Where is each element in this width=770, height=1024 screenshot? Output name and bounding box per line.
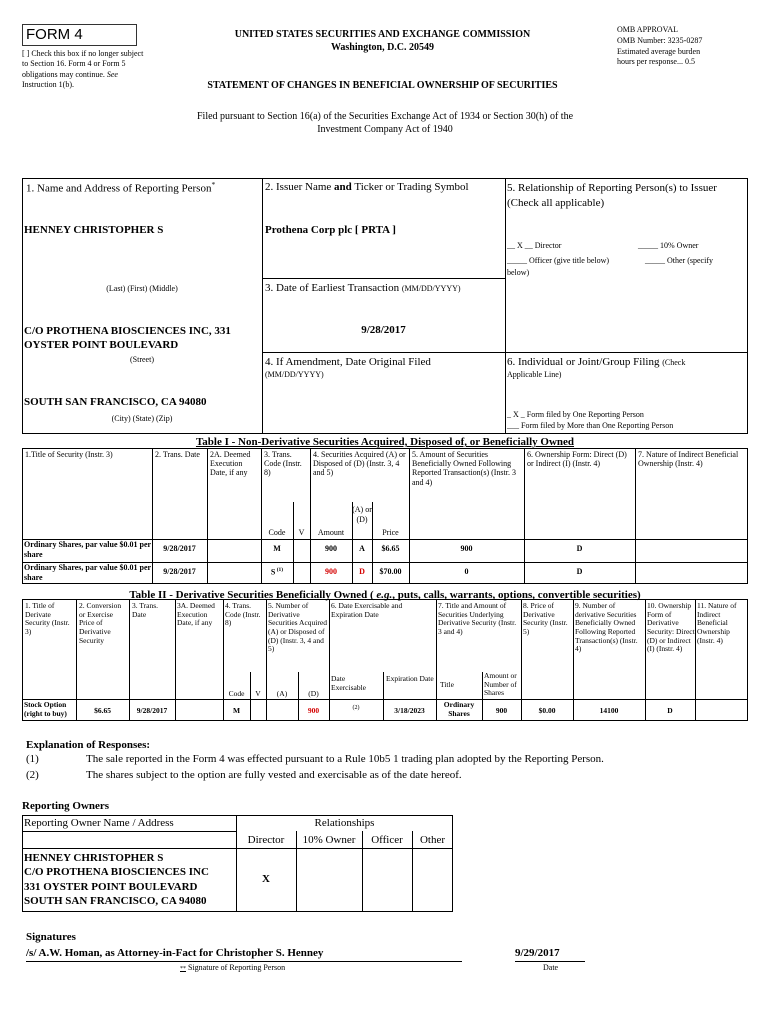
- t1-cell-owned: 0: [464, 567, 469, 576]
- t1-cell-title: Ordinary Shares, par value $0.01 per share: [24, 540, 151, 559]
- owner-address: [24, 851, 209, 908]
- owners-col-rel: Relationships: [314, 817, 375, 829]
- omb-hours: hours per response... 0.5: [617, 57, 695, 67]
- t2-row-date: 9/28/2017: [136, 706, 168, 715]
- footnote-number: (1): [26, 753, 39, 765]
- check-box-text[interactable]: [ ] Check this box if no longer subject to Section 16. Form 4 or Form 5 obligations may continue.: [22, 49, 144, 79]
- other-checkbox[interactable]: _____ Other (specify: [645, 256, 713, 265]
- t2-h2: 2. Conversion or Exercise Price of Derivative Security: [79, 601, 122, 645]
- ten-pct-owner-checkbox[interactable]: _____ 10% Owner: [638, 241, 699, 250]
- t2-sub-title: Title: [440, 680, 454, 689]
- statement-title: STATEMENT OF CHANGES IN BENEFICIAL OWNERSHIP OF SECURITIES: [207, 80, 558, 91]
- earliest-transaction-date: 9/28/2017: [361, 324, 406, 336]
- officer-checkbox[interactable]: _____ Officer (give title below): [507, 256, 610, 265]
- t2-h5: 5. Number of Derivative Securities Acquired (A) or Disposed of (D) (Instr. 3, 4 and 5): [268, 601, 327, 654]
- t1-sub-aord: (A) or (D): [352, 505, 372, 524]
- explanation-title: Explanation of Responses:: [26, 739, 151, 751]
- t2-h3a: 3A. Deemed Execution Date, if any: [177, 601, 215, 628]
- form-title: FORM 4: [22, 24, 137, 46]
- director-checkbox[interactable]: __ X __ Director: [507, 241, 562, 250]
- t1-h3: 3. Trans. Code (Instr. 8): [264, 450, 302, 478]
- footnote-text: The shares subject to the option are fully vested and exercisable as of the date hereof.: [86, 769, 462, 781]
- reporting-city: SOUTH SAN FRANCISCO, CA 94080: [24, 396, 207, 408]
- footnote-text: The sale reported in the Form 4 was effected pursuant to a Rule 10b5 1 trading plan adopted by the Reporting Person.: [86, 753, 604, 765]
- owners-col-other: Other: [419, 834, 446, 846]
- t2-sub-code: Code: [228, 689, 245, 698]
- t1-h6: 6. Ownership Form: Direct (D) or Indirect (I) (Instr. 4): [527, 450, 627, 469]
- t1-h5: 5. Amount of Securities Beneficially Owned Following Reported Transaction(s) (Instr. 3 and 4): [412, 450, 516, 487]
- t1-h2a: 2A. Deemed Execution Date, if any: [210, 450, 251, 478]
- owner-address-line: C/O PROTHENA BIOSCIENCES INC: [24, 866, 209, 879]
- t1-cell-date: 9/28/2017: [163, 567, 196, 576]
- t1-cell-code: S $^{(1)}$: [270, 567, 284, 577]
- t2-h11: 11. Nature of Indirect Beneficial Ownership (Instr. 4): [697, 601, 737, 645]
- one-person-option[interactable]: _ X _ Form filed by One Reporting Person: [507, 410, 644, 419]
- owners-title: Reporting Owners: [22, 800, 110, 812]
- t1-h2: 2. Trans. Date: [155, 450, 200, 459]
- sec-city: Washington, D.C. 20549: [330, 42, 435, 53]
- table1-title: Table I - Non-Derivative Securities Acquired, Disposed of, or Beneficially Owned: [195, 436, 575, 448]
- street-label: (Street): [130, 355, 154, 364]
- reporting-address: C/O PROTHENA BIOSCIENCES INC, 331 OYSTER POINT BOULEVARD: [24, 325, 231, 352]
- t1-cell-form: D: [576, 544, 583, 553]
- box5-label: 5. Relationship of Reporting Person(s) to Issuer (Check all applicable): [507, 182, 717, 209]
- omb-burden: Estimated average burden: [617, 46, 701, 56]
- t2-h1: 1. Title of Derivate Security (Instr. 3): [25, 601, 70, 636]
- t2-row-price: $6.65: [94, 706, 111, 715]
- t2-row-u-amount: 900: [495, 706, 508, 715]
- t2-h6: 6. Date Exercisable and Expiration Date: [331, 601, 403, 619]
- t2-row-d-price: $0.00: [538, 706, 556, 715]
- owners-col-name: Reporting Owner Name / Address: [24, 817, 174, 829]
- t1-cell-amount: 900: [325, 544, 337, 553]
- other-below-label: below): [507, 268, 530, 277]
- multi-person-option[interactable]: ___ Form filed by More than One Reporting Person: [507, 421, 674, 430]
- box3-label: 3. Date of Earliest Transaction (MM/DD/YYYY): [265, 282, 461, 294]
- box1-label: 1. Name and Address of Reporting Person*: [26, 180, 216, 195]
- t1-h1: 1.Title of Security (Instr. 3): [25, 450, 113, 459]
- box6-sublabel: Applicable Line): [507, 370, 562, 379]
- check-box-notice: [22, 49, 150, 91]
- owner-director-mark: X: [262, 873, 270, 885]
- signature-date: 9/29/2017: [515, 947, 585, 962]
- t2-row-d: 900: [307, 706, 320, 715]
- instruction-text: Instruction 1(b).: [22, 80, 74, 90]
- issuer-name: Prothena Corp plc [ PRTA ]: [265, 224, 396, 236]
- t2-row-u-title: Ordinary Shares: [443, 700, 475, 718]
- city-label: (City) (State) (Zip): [111, 414, 173, 423]
- t2-row-date-ex: (2): [352, 705, 360, 711]
- t2-sub-a: (A): [276, 689, 288, 698]
- sec-title: UNITED STATES SECURITIES AND EXCHANGE COMMISSION: [234, 29, 531, 40]
- t1-sub-v: V: [298, 528, 305, 537]
- t2-sub-v: V: [255, 689, 261, 698]
- t2-row-exp: 3/18/2023: [394, 706, 425, 715]
- filed-pursuant: Filed pursuant to Section 16(a) of the Securities Exchange Act of 1934 or Section 30(h) of the Investment Company Act of 1940: [196, 111, 574, 135]
- t2-sub-d: (D): [308, 689, 319, 698]
- omb-approval: OMB APPROVAL: [617, 25, 678, 34]
- t2-sub-date-ex: Date Exercisable: [331, 674, 366, 692]
- signer-line: /s/ A.W. Homan, as Attorney-in-Fact for Christopher S. Henney: [26, 947, 462, 962]
- signatures-title: Signatures: [26, 931, 76, 943]
- t1-sub-code: Code: [268, 528, 286, 537]
- box6-label: 6. Individual or Joint/Group Filing (Check: [507, 356, 686, 368]
- t2-h7: 7. Title and Amount of Securities Underlying Derivative Security (Instr. 3 and 4): [438, 601, 517, 636]
- reporting-person-name: HENNEY CHRISTOPHER S: [24, 224, 164, 236]
- t1-cell-aord: D: [359, 567, 365, 576]
- t2-row-code: M: [232, 706, 241, 715]
- box4-label: 4. If Amendment, Date Original Filed: [265, 356, 431, 368]
- see-text: See: [106, 69, 118, 79]
- t2-h8: 8. Price of Derivative Security (Instr. 5): [523, 601, 568, 636]
- t1-cell-date: 9/28/2017: [163, 544, 196, 553]
- table2-title: Table II - Derivative Securities Beneficially Owned ( e.g., puts, calls, warrants, options, convertible securities): [129, 589, 641, 601]
- omb-number: OMB Number: 3235-0287: [617, 35, 703, 45]
- t1-cell-form: D: [576, 567, 583, 576]
- t1-cell-price: $70.00: [379, 567, 402, 576]
- owners-col-officer: Officer: [371, 834, 403, 846]
- t1-cell-price: $6.65: [381, 544, 400, 553]
- t2-row-form: D: [667, 706, 673, 715]
- signature-label: ** Signature of Reporting Person: [180, 963, 286, 972]
- owners-col-director: Director: [247, 834, 285, 846]
- t1-cell-title: Ordinary Shares, par value $0.01 per share: [24, 563, 151, 582]
- box2-label: 2. Issuer Name and Ticker or Trading Symbol: [265, 181, 469, 193]
- owners-col-ten: 10% Owner: [302, 834, 356, 846]
- t2-h4: 4. Trans. Code (Instr. 8): [225, 601, 261, 628]
- t1-cell-amount: 900: [325, 567, 337, 576]
- footnote-number: (2): [26, 769, 39, 781]
- t1-footnote-ref: (1): [275, 567, 284, 573]
- t1-cell-owned: 900: [460, 544, 473, 553]
- t2-h9: 9. Number of derivative Securities Beneficially Owned Following Reported Transaction(s) (Instr. 4): [575, 601, 638, 654]
- t1-h4: 4. Securities Acquired (A) or Disposed of (D) (Instr. 3, 4 and 5): [313, 450, 406, 478]
- t1-cell-code: M: [273, 544, 281, 553]
- t2-h10: 10. Ownership Form of Derivative Security: Direct (D) or Indirect (I) (Instr. 4): [647, 601, 695, 654]
- t2-row-title: Stock Option (right to buy): [24, 700, 67, 718]
- t2-sub-exp: Expiration Date: [386, 674, 434, 683]
- date-label: Date: [543, 963, 559, 972]
- box4-sublabel: (MM/DD/YYYY): [265, 370, 324, 379]
- t1-sub-amount: Amount: [317, 528, 345, 537]
- t2-h3: 3. Trans. Date: [132, 601, 159, 619]
- owner-address-line: SOUTH SAN FRANCISCO, CA 94080: [24, 894, 207, 907]
- owner-address-line: 331 OYSTER POINT BOULEVARD: [24, 880, 198, 893]
- t2-row-owned: 14100: [599, 706, 619, 715]
- omb-box: [617, 25, 757, 68]
- t1-h7: 7. Nature of Indirect Beneficial Ownership (Instr. 4): [638, 450, 739, 469]
- name-parts-label: (Last) (First) (Middle): [106, 284, 178, 293]
- t1-sub-price: Price: [382, 528, 399, 537]
- t2-sub-amount: Amount or Number of Shares: [484, 671, 517, 698]
- owner-address-line: HENNEY CHRISTOPHER S: [24, 852, 164, 864]
- t1-cell-aord: A: [359, 544, 365, 553]
